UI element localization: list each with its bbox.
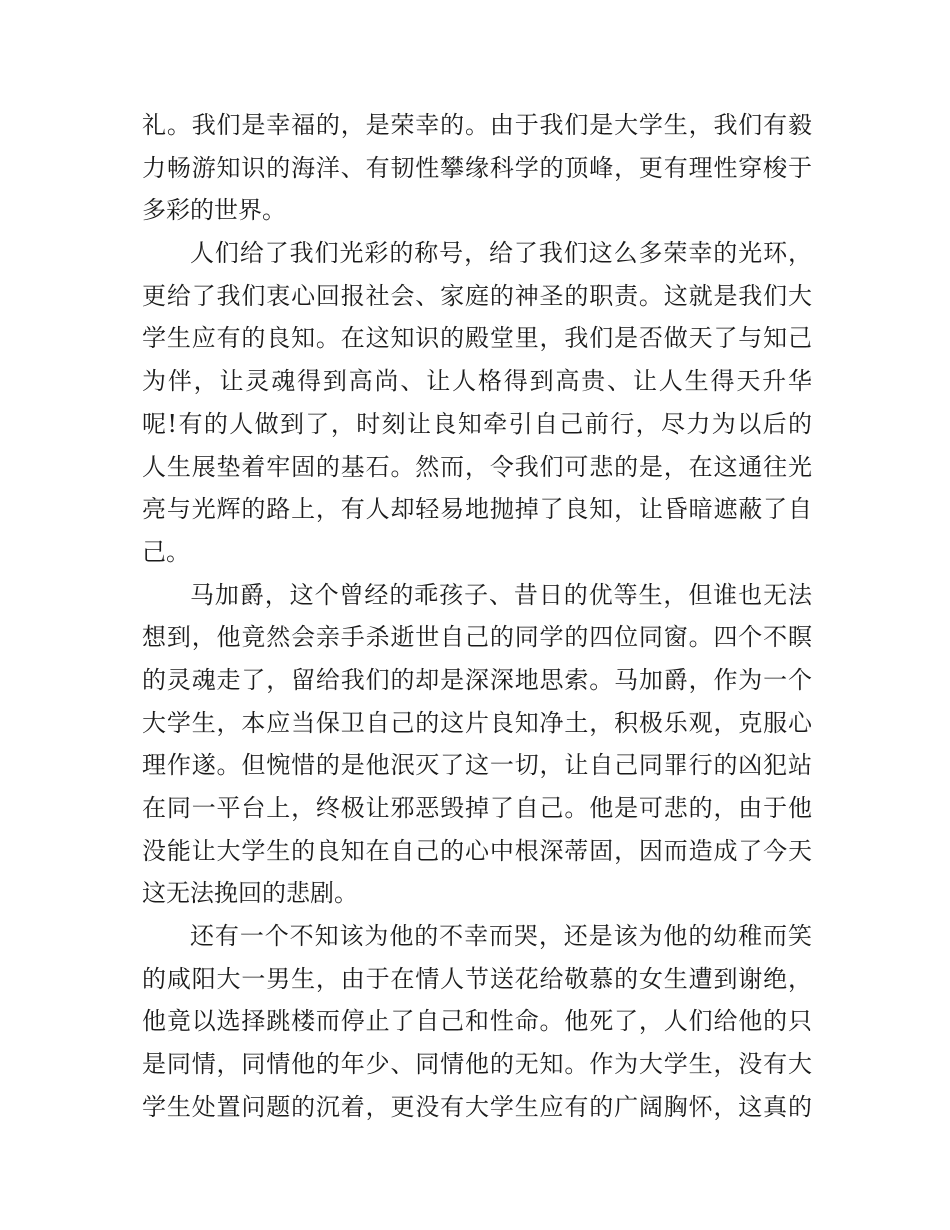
paragraph (142, 232, 812, 574)
paragraph (142, 574, 812, 916)
text-line: 人们给了我们光彩的称号，给了我们这么多荣幸的光环， (190, 239, 812, 268)
text-line: 力畅游知识的海洋、有韧性攀缘科学的顶峰，更有理性穿梭于 (142, 153, 812, 182)
text-line: 呢!有的人做到了，时刻让良知牵引自己前行，尽力为以后的 (142, 409, 812, 438)
text-line: 更给了我们衷心回报社会、家庭的神圣的职责。这就是我们大 (142, 281, 812, 310)
text-line: 马加爵，这个曾经的乖孩子、昔日的优等生，但谁也无法 (190, 580, 812, 609)
text-line: 想到，他竟然会亲手杀逝世自己的同学的四位同窗。四个不瞑 (142, 623, 812, 652)
paragraph (142, 104, 812, 232)
text-line: 礼。我们是幸福的，是荣幸的。由于我们是大学生，我们有毅 (142, 111, 812, 139)
text-line: 为伴，让灵魂得到高尚、让人格得到高贵、让人生得天升华 (142, 367, 812, 396)
text-line: 还有一个不知该为他的不幸而哭，还是该为他的幼稚而笑 (190, 922, 812, 951)
text-line: 人生展垫着牢固的基石。然而，令我们可悲的是，在这通往光 (142, 452, 812, 481)
text-line: 学生应有的良知。在这知识的殿堂里，我们是否做天了与知己 (142, 324, 812, 353)
body-text (142, 104, 812, 1129)
text-line: 没能让大学生的良知在自己的心中根深蒂固，因而造成了今天 (142, 836, 812, 865)
text-line: 在同一平台上，终极让邪恶毁掉了自己。他是可悲的，由于他 (142, 794, 812, 822)
text-line: 的咸阳大一男生，由于在情人节送花给敬慕的女生遭到谢绝， (142, 964, 812, 993)
text-line: 亮与光辉的路上，有人却轻易地抛掉了良知，让昏暗遮蔽了自 (142, 495, 812, 524)
text-line: 己。 (142, 537, 190, 566)
text-line: 理作遂。但惋惜的是他泯灭了这一切，让自己同罪行的凶犯站 (142, 751, 812, 780)
text-line: 多彩的世界。 (142, 196, 286, 225)
text-line: 的灵魂走了，留给我们的却是深深地思索。马加爵，作为一个 (142, 665, 812, 694)
text-line: 这无法挽回的悲剧。 (142, 879, 358, 908)
text-line: 他竟以选择跳楼而停止了自己和性命。他死了，人们给他的只 (142, 1007, 812, 1036)
text-line: 大学生，本应当保卫自己的这片良知净土，积极乐观，克服心 (142, 708, 812, 737)
text-line: 是同情，同情他的年少、同情他的无知。作为大学生，没有大 (142, 1050, 812, 1079)
text-line: 学生处置问题的沉着，更没有大学生应有的广阔胸怀，这真的 (142, 1092, 812, 1121)
paragraph (142, 915, 812, 1128)
